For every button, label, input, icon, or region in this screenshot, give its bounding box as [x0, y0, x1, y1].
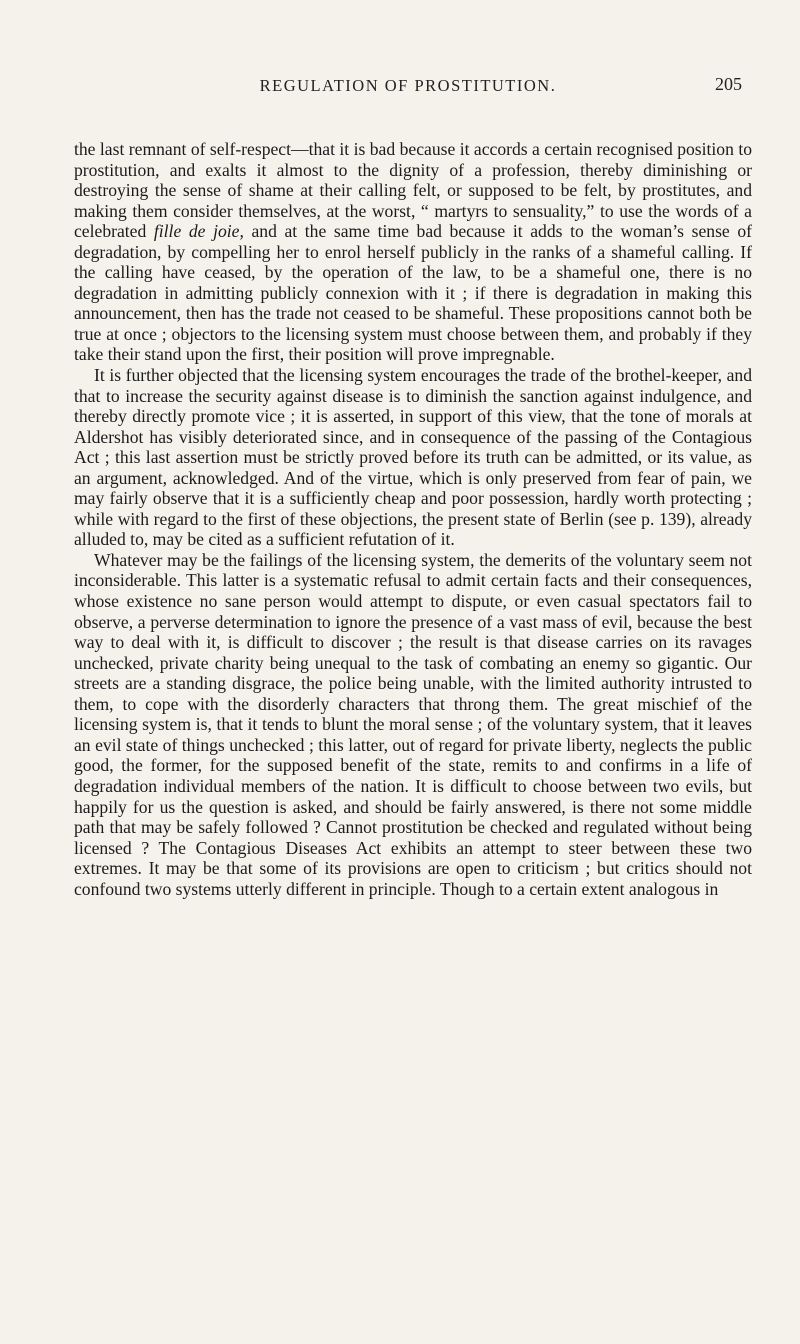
- page-number: 205: [715, 74, 742, 94]
- italic-phrase: fille de joie,: [153, 221, 244, 242]
- page-header: [74, 72, 742, 102]
- paragraph-1-text-start: the last remnant of self-respect—that it is bad because it accords a certain recognised position to prostitution, and exalts it almost to the dignity of a profession, thereby diminishing or destroying the sense of shame at their calling felt, or supposed to be felt, by prostitutes, and making them consider themselves, at the worst, “ martyrs to sensuality,” to use the words of a celebrated: [74, 139, 752, 242]
- paragraph-1-text-end: and at the same time bad because it adds to the woman’s sense of degradation, by compelling her to enrol herself publicly in the ranks of a shameful calling. If the calling have ceased, by the operation of the law, to be a shameful one, there is no degradation in admitting publicly connexion with it ; if there is degradation in making this announcement, then has the trade not ceased to be shameful. These propositions cannot both be true at once ; objectors to the licensing system must choose between them, and probably if they take their stand upon the first, their position will prove impregnable.: [74, 221, 752, 365]
- paragraph-3: Whatever may be the failings of the licensing system, the demerits of the voluntary seem not inconsiderable. This latter is a systematic refusal to admit certain facts and their consequences, whose existence no sane person would attempt to dispute, or even casual spectators fail to observe, a perverse determination to ignore the presence of a vast mass of evil, because the best way to deal with it, is difficult to discover ; the result is that disease carries on its ravages unchecked, private charity being unequal to the task of combating an enemy so gigantic. Our streets are a standing disgrace, the police being unable, with the limited authority intrusted to them, to cope with the disorderly characters that throng them. The great mischief of the licensing system is, that it tends to blunt the moral sense ; of the voluntary system, that it leaves an evil state of things unchecked ; this latter, out of regard for private liberty, neglects the public good, the former, for the supposed benefit of the state, remits to and confirms in a life of degradation individual members of the nation. It is difficult to choose between two evils, but happily for us the question is asked, and should be fairly answered, is there not some middle path that may be safely followed ? Cannot prostitution be checked and regulated without being licensed ? The Contagious Diseases Act exhibits an attempt to steer between these two extremes. It may be that some of its provisions are open to criticism ; but critics should not confound two systems utterly different in principle. Though to a certain extent analogous in: [74, 549, 752, 899]
- paragraph-2: It is further objected that the licensing system encourages the trade of the brothel-keeper, and that to increase the security against disease is to diminish the sanction against indulgence, and thereby directly promote vice ; it is asserted, in support of this view, that the tone of morals at Aldershot has visibly deteriorated since, and in consequence of the passing of the Contagious Act ; this last assertion must be strictly proved before its truth can be admitted, or its value, as an argument, acknowledged. And of the virtue, which is only preserved from fear of pain, we may fairly observe that it is a sufficiently cheap and poor possession, hardly worth protecting ; while with regard to the first of these objections, the present state of Berlin (see p. 139), already alluded to, may be cited as a sufficient refutation of it.: [74, 365, 752, 550]
- running-title: REGULATION OF PROSTITUTION.: [259, 76, 557, 95]
- body-text: [74, 139, 752, 899]
- paragraph-1: [74, 139, 752, 365]
